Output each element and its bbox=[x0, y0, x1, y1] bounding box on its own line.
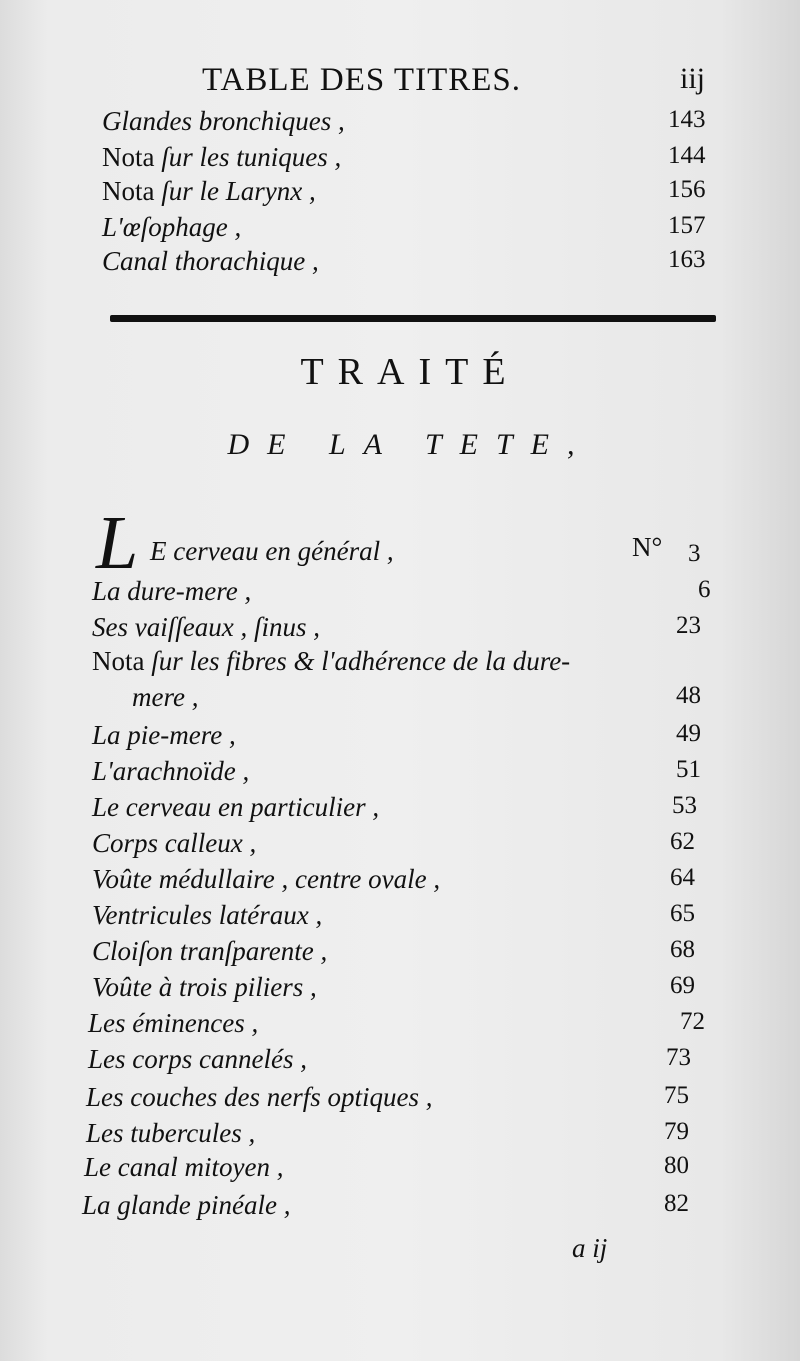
toc-entry bbox=[102, 212, 722, 248]
toc-entry bbox=[92, 936, 722, 972]
section-heading: TRAITÉ bbox=[300, 351, 520, 393]
entry-page: 53 bbox=[672, 792, 697, 819]
toc-entry bbox=[86, 1082, 722, 1118]
entry-page: 51 bbox=[676, 756, 701, 783]
toc-entry bbox=[92, 864, 722, 900]
entry-prefix: Nota bbox=[102, 176, 155, 206]
entry-title: Cloiſon tranſparente , bbox=[92, 936, 328, 966]
entry-page: 163 bbox=[668, 246, 706, 273]
entry-prefix: Nota bbox=[102, 142, 155, 172]
entry-title: Canal thorachique , bbox=[102, 246, 319, 276]
toc-entry bbox=[88, 1044, 722, 1080]
entry-page: 48 bbox=[676, 682, 701, 709]
entry-title: E cerveau en général , bbox=[150, 536, 394, 566]
entry-title: Ses vaiſſeaux , ſinus , bbox=[92, 612, 320, 642]
entry-page: 75 bbox=[664, 1082, 689, 1109]
entry-title: Corps calleux , bbox=[92, 828, 257, 858]
entry-title: ſur le Larynx , bbox=[161, 176, 316, 206]
toc-entry bbox=[102, 142, 722, 178]
toc-entry bbox=[92, 646, 722, 682]
entry-page: 64 bbox=[670, 864, 695, 891]
entry-prefix: Nota bbox=[92, 646, 145, 676]
toc-entry bbox=[86, 1118, 722, 1154]
drop-cap: L bbox=[96, 501, 139, 585]
entry-title: Glandes bronchiques , bbox=[102, 106, 345, 136]
entry-title: ſur les fibres & l'adhérence de la dure- bbox=[151, 646, 571, 676]
number-label: N° bbox=[632, 532, 663, 562]
toc-entry bbox=[92, 828, 722, 864]
toc-entry bbox=[102, 176, 722, 212]
entry-title: Le cerveau en particulier , bbox=[92, 792, 380, 822]
entry-title: La dure-mere , bbox=[92, 576, 252, 606]
entry-title: mere , bbox=[132, 682, 199, 712]
signature-mark: a ij bbox=[572, 1233, 608, 1263]
entry-title: Les tubercules , bbox=[86, 1118, 256, 1148]
page-number: iij bbox=[680, 62, 706, 95]
entry-page: 3 bbox=[688, 540, 701, 567]
entry-title: Voûte médullaire , centre ovale , bbox=[92, 864, 441, 894]
entry-title: Les corps cannelés , bbox=[88, 1044, 307, 1074]
entry-page: 62 bbox=[670, 828, 695, 855]
toc-entry bbox=[92, 900, 722, 936]
entry-title: L'arachnoïde , bbox=[92, 756, 250, 786]
entry-title: Ventricules latéraux , bbox=[92, 900, 323, 930]
toc-entry bbox=[132, 682, 722, 718]
toc-entry bbox=[92, 972, 722, 1008]
toc-entry bbox=[150, 536, 550, 572]
entry-page: 23 bbox=[676, 612, 701, 639]
toc-entry bbox=[88, 1008, 722, 1044]
entry-page: 49 bbox=[676, 720, 701, 747]
entry-page: 143 bbox=[668, 106, 706, 133]
entry-page: 73 bbox=[666, 1044, 691, 1071]
entry-page: 156 bbox=[668, 176, 706, 203]
entry-page: 68 bbox=[670, 936, 695, 963]
section-subheading: DE LA TETE, bbox=[227, 428, 593, 461]
entry-page: 79 bbox=[664, 1118, 689, 1145]
toc-entry-page bbox=[688, 540, 718, 576]
toc-entry bbox=[92, 576, 722, 612]
entry-title: L'œſophage , bbox=[102, 212, 242, 242]
toc-entry bbox=[84, 1152, 722, 1188]
entry-title: La pie-mere , bbox=[92, 720, 236, 750]
entry-page: 80 bbox=[664, 1152, 689, 1179]
entry-title: Les éminences , bbox=[88, 1008, 259, 1038]
toc-entry bbox=[102, 106, 722, 142]
section-divider bbox=[110, 315, 716, 322]
entry-page: 72 bbox=[680, 1008, 705, 1035]
toc-entry bbox=[92, 756, 722, 792]
toc-entry bbox=[92, 612, 722, 648]
entry-title: La glande pinéale , bbox=[82, 1190, 291, 1220]
entry-title: Voûte à trois piliers , bbox=[92, 972, 317, 1002]
entry-page: 144 bbox=[668, 142, 706, 169]
entry-page: 82 bbox=[664, 1190, 689, 1217]
entry-page: 157 bbox=[668, 212, 706, 239]
entry-title: Le canal mitoyen , bbox=[84, 1152, 284, 1182]
entry-page: 65 bbox=[670, 900, 695, 927]
entry-title: Les couches des nerfs optiques , bbox=[86, 1082, 433, 1112]
running-title: TABLE DES TITRES. bbox=[202, 62, 521, 98]
toc-entry bbox=[102, 246, 722, 282]
page-header bbox=[0, 58, 800, 108]
entry-page: 69 bbox=[670, 972, 695, 999]
entry-page: 6 bbox=[698, 576, 711, 603]
toc-entry bbox=[92, 792, 722, 828]
entry-title: ſur les tuniques , bbox=[161, 142, 342, 172]
toc-entry bbox=[92, 720, 722, 756]
toc-entry bbox=[82, 1190, 722, 1226]
